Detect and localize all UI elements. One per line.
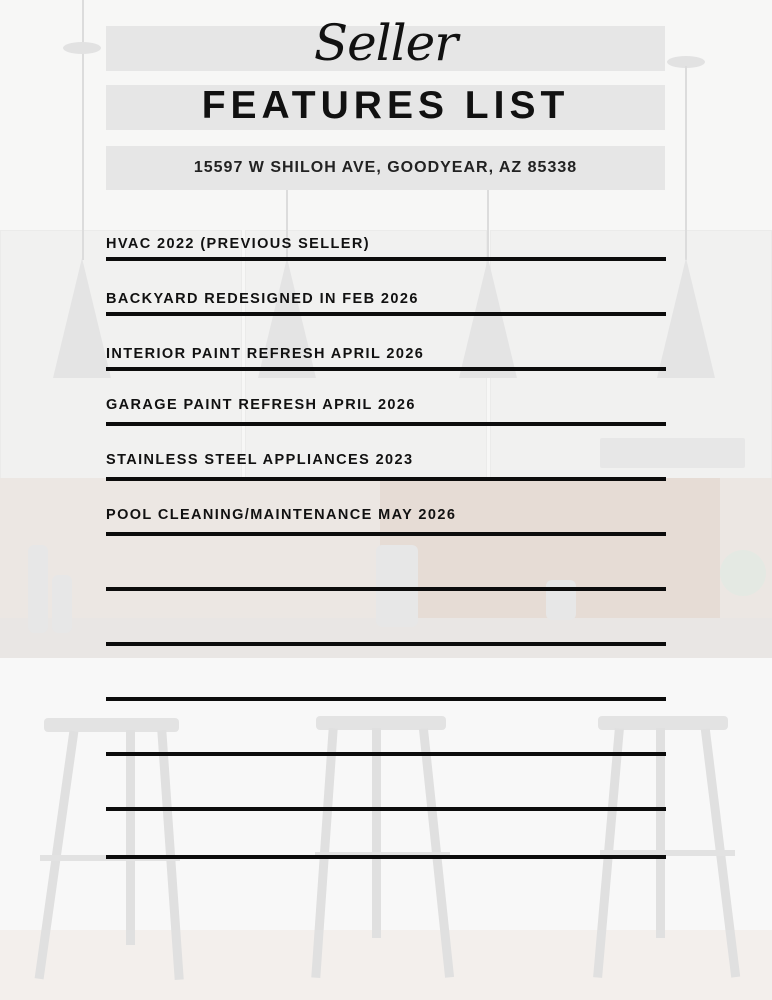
feature-rule [106,422,666,426]
pendant-lamp-icon [53,258,111,378]
feature-rule [106,257,666,261]
lamp-cord [685,66,687,260]
blank-rule [106,642,666,646]
background-floor [0,930,772,1000]
blank-rule [106,752,666,756]
feature-rule [106,477,666,481]
stool-leg [372,728,381,938]
plant [720,550,766,596]
feature-item: HVAC 2022 (PREVIOUS SELLER) [106,236,370,252]
feature-item: BACKYARD REDESIGNED IN FEB 2026 [106,291,419,307]
pepper-mill [28,545,48,633]
pendant-lamp-icon [657,258,715,378]
blank-rule [106,697,666,701]
blank-rule [106,855,666,859]
blank-rule [106,807,666,811]
feature-item: STAINLESS STEEL APPLIANCES 2023 [106,452,414,468]
feature-rule [106,367,666,371]
stool-leg [126,730,135,945]
feature-rule [106,532,666,536]
page-title: FEATURES LIST [201,84,570,127]
script-title: Seller [313,14,458,72]
lamp-cord [82,55,84,260]
feature-rule [106,312,666,316]
vase [376,545,418,627]
feature-item: INTERIOR PAINT REFRESH APRIL 2026 [106,346,425,362]
feature-item: POOL CLEANING/MAINTENANCE MAY 2026 [106,507,457,523]
property-address: 15597 W SHILOH AVE, GOODYEAR, AZ 85338 [193,159,578,176]
feature-item: GARAGE PAINT REFRESH APRIL 2026 [106,397,416,413]
canister [546,580,576,620]
lamp-cap [63,42,101,54]
blank-rule [106,587,666,591]
salt-shaker [52,575,72,633]
stool-leg [656,728,665,938]
